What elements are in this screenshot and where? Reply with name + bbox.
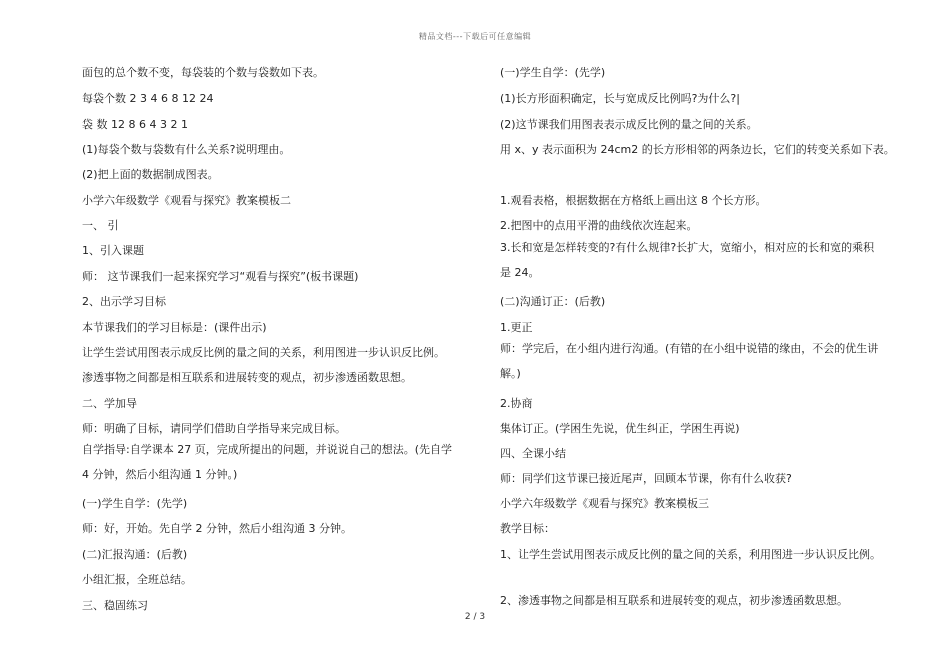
page-number: 2 / 3 bbox=[464, 612, 486, 622]
paragraph: 用 x、y 表示面积为 24cm2 的长方形相邻的两条边长，它们的转变关系如下表。 bbox=[500, 143, 895, 156]
paragraph: 师：同学们这节课已接近尾声，回顾本节课，你有什么收获? bbox=[500, 472, 792, 485]
paragraph: (二)沟通订正：(后教) bbox=[500, 295, 606, 308]
paragraph: 小组汇报，全班总结。 bbox=[82, 573, 192, 586]
paragraph: 1、引入课题 bbox=[82, 244, 144, 257]
paragraph: (2)把上面的数据制成图表。 bbox=[82, 168, 219, 181]
paragraph: 1.更正 bbox=[500, 321, 533, 334]
paragraph: 师：学完后，在小组内进行沟通。(有错的在小组中说错的缘由，不会的优生讲解。) bbox=[500, 342, 879, 380]
paragraph: 1、让学生尝试用图表示成反比例的量之间的关系，利用图进一步认识反比例。 bbox=[500, 548, 881, 561]
paragraph: 渗透事物之间都是相互联系和进展转变的观点，初步渗透函数思想。 bbox=[82, 371, 412, 384]
paragraph: 自学指导:自学课本 27 页，完成所提出的问题，并说说自己的想法。(先自学 4 分钟，然后小组沟通 1 分钟。) bbox=[82, 443, 452, 481]
paragraph: 每袋个数 2 3 4 6 8 12 24 bbox=[82, 92, 214, 105]
paragraph: 三、稳固练习 bbox=[82, 599, 148, 612]
paragraph: (2)这节课我们用图表表示成反比例的量之间的关系。 bbox=[500, 118, 758, 131]
paragraph: 教学目标： bbox=[500, 522, 555, 535]
paragraph: 师： 这节课我们一起来探究学习“观看与探究”(板书课题) bbox=[82, 270, 359, 283]
section-heading: 小学六年级数学《观看与探究》教案模板三 bbox=[500, 497, 709, 510]
paragraph: 师：明确了目标，请同学们借助自学指导来完成目标。 bbox=[82, 422, 346, 435]
paragraph: 袋 数 12 8 6 4 3 2 1 bbox=[82, 118, 188, 131]
paragraph: 本节课我们的学习目标是：(课件出示) bbox=[82, 321, 267, 334]
paragraph: 2.把图中的点用平滑的曲线依次连起来。 bbox=[500, 219, 698, 232]
paragraph: 3.长和宽是怎样转变的?有什么规律?长扩大，宽缩小，相对应的长和宽的乘积是 24。 bbox=[500, 241, 875, 279]
paragraph: 面包的总个数不变，每袋装的个数与袋数如下表。 bbox=[82, 66, 324, 79]
paragraph: 二、学加导 bbox=[82, 397, 137, 410]
paragraph: 四、全课小结 bbox=[500, 447, 566, 460]
paragraph: (一)学生自学：(先学) bbox=[82, 497, 188, 510]
paragraph: 让学生尝试用图表示成反比例的量之间的关系，利用图进一步认识反比例。 bbox=[82, 346, 445, 359]
paragraph: 2、出示学习目标 bbox=[82, 295, 166, 308]
paragraph: 2、渗透事物之间都是相互联系和进展转变的观点，初步渗透函数思想。 bbox=[500, 594, 848, 607]
paragraph: 一、 引 bbox=[82, 219, 119, 232]
paragraph: (一)学生自学：(先学) bbox=[500, 66, 606, 79]
paragraph: (二)汇报沟通：(后教) bbox=[82, 548, 188, 561]
paragraph: (1)每袋个数与袋数有什么关系?说明理由。 bbox=[82, 143, 291, 156]
paragraph: 集体订正。(学困生先说，优生纠正，学困生再说) bbox=[500, 422, 740, 435]
paragraph: (1)长方形面积确定，长与宽成反比例吗?为什么?| bbox=[500, 92, 740, 105]
paragraph: 1.观看表格，根据数据在方格纸上画出这 8 个长方形。 bbox=[500, 194, 767, 207]
paragraph: 师：好，开始。先自学 2 分钟，然后小组沟通 3 分钟。 bbox=[82, 522, 352, 535]
paragraph: 2.协商 bbox=[500, 397, 533, 410]
section-heading: 小学六年级数学《观看与探究》教案模板二 bbox=[82, 194, 291, 207]
page-header: 精品文档---下载后可任意编辑 bbox=[418, 32, 532, 41]
